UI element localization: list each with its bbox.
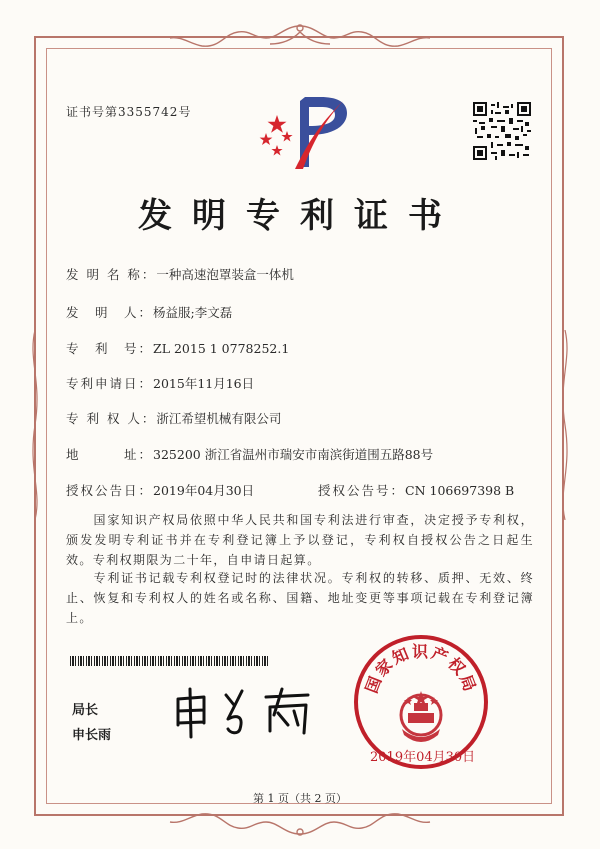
field-label: 专 利 号： <box>66 341 154 356</box>
seal-date: 2019年04月30日 <box>370 750 476 765</box>
field-value: CN 106697398 B <box>405 483 515 498</box>
handwritten-signature <box>170 685 320 740</box>
field-label: 发 明 名 称： <box>66 267 157 282</box>
seal-text: 国家知识产权局 <box>361 642 481 696</box>
field-label: 专利申请日： <box>66 376 154 391</box>
field-value: 2015年11月16日 <box>153 376 255 391</box>
field-value: 杨益服;李文磊 <box>153 305 233 320</box>
certificate-paragraph-2: 专利证书记载专利权登记时的法律状况。专利权的转移、质押、无效、终止、恢复和专利权人的姓名或名称、国籍、地址变更等事项记载在专利登记簿上。 <box>66 571 534 625</box>
certificate-title: 发明专利证书 <box>138 196 462 236</box>
field-label: 地 址： <box>66 447 154 462</box>
field-filing-date <box>66 374 254 392</box>
certificate-number: 证书号第3355742号 <box>66 105 192 119</box>
field-address <box>66 445 433 463</box>
signatory-name: 申长雨 <box>72 728 112 743</box>
field-label: 发 明 人： <box>66 305 154 320</box>
qr-code-icon <box>473 102 531 160</box>
field-label: 授权公告日： <box>66 483 154 498</box>
right-ornament <box>556 330 574 520</box>
page-number: 第 1 页（共 2 页） <box>253 792 347 805</box>
field-value: ZL 2015 1 0778252.1 <box>153 341 290 356</box>
field-patentee <box>66 409 281 427</box>
barcode-icon <box>70 656 268 666</box>
cnipa-logo-icon <box>255 95 355 171</box>
top-ornament <box>150 22 450 56</box>
field-value: 2019年04月30日 <box>153 483 255 498</box>
field-value: 一种高速泡罩装盒一体机 <box>156 267 294 282</box>
certificate-paragraph-1: 国家知识产权局依照中华人民共和国专利法进行审查，决定授予专利权，颁发发明专利证书并在专利登记簿上予以登记，专利权自授权公告之日起生效。专利权期限为二十年，自申请日起算。 <box>66 513 534 567</box>
field-patent-number <box>66 339 289 357</box>
field-grant-number <box>318 481 514 499</box>
signatory-title: 局长 <box>72 703 99 718</box>
field-inventors <box>66 303 232 321</box>
field-value: 浙江希望机械有限公司 <box>156 411 282 426</box>
field-invention-name <box>66 265 294 283</box>
bottom-ornament <box>150 806 450 838</box>
field-value: 325200 浙江省温州市瑞安市南滨街道围五路88号 <box>153 447 434 462</box>
field-grant-date <box>66 481 254 499</box>
field-label: 专 利 权 人： <box>66 411 157 426</box>
field-label: 授权公告号： <box>318 483 406 498</box>
left-ornament <box>26 330 44 520</box>
